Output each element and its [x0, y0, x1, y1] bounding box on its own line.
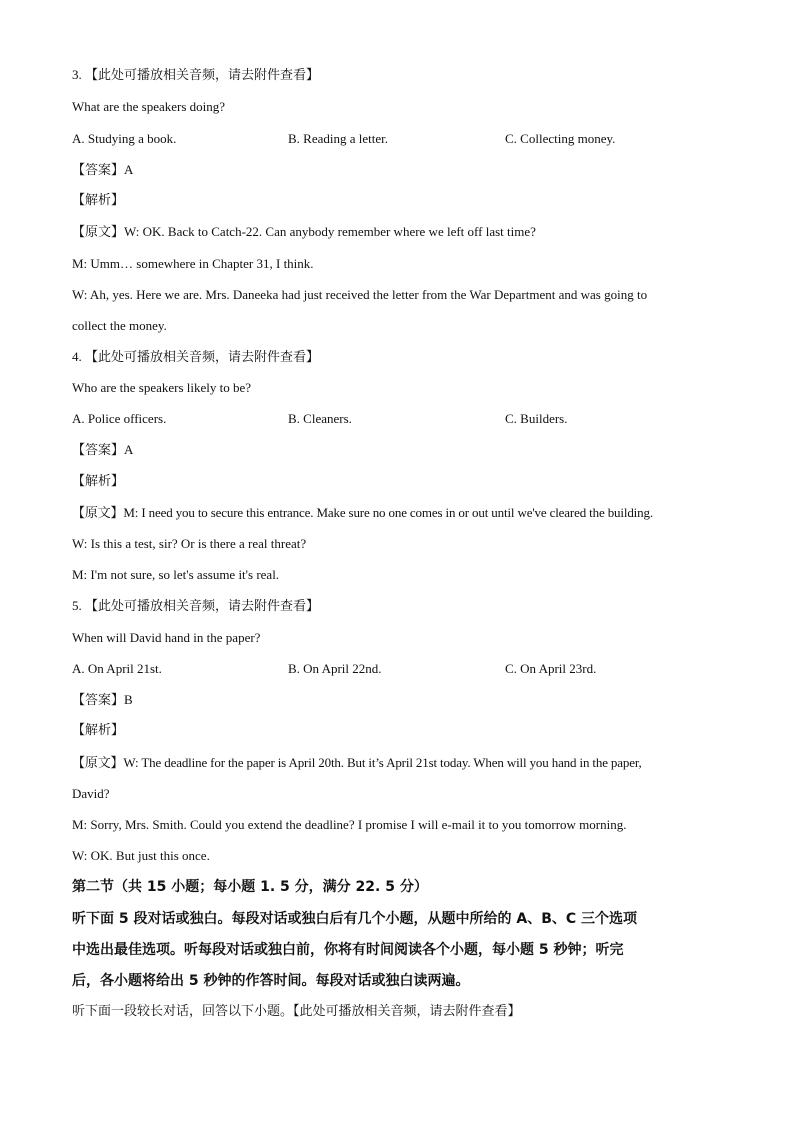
section2-instruction-line: 听下面 5 段对话或独白。每段对话或独白后有几个小题，从题中所给的 A、B、C 三个选项 [72, 911, 638, 927]
q3-question: What are the speakers doing? [72, 99, 226, 114]
q3-option-b: B. Reading a letter. [288, 131, 389, 146]
q3-transcript-line: M: Umm… somewhere in Chapter 31, I think. [72, 256, 314, 271]
q3-number: 3. [72, 67, 82, 82]
q4-question: Who are the speakers likely to be? [72, 380, 252, 395]
q5-analysis-label: 【解析】 [72, 723, 125, 738]
q4-audio-note[interactable]: 【此处可播放相关音频，请去附件查看】 [85, 350, 320, 365]
q4-transcript-line: 【原文】M: I need you to secure this entrance. Make sure no one comes in or out until we've cleared the building. [72, 505, 653, 520]
q4-transcript-line: M: I'm not sure, so let's assume it's real. [72, 567, 280, 582]
section2-title: 第二节（共 15 小题；每小题 1. 5 分，满分 22. 5 分） [72, 879, 428, 895]
q4-option-a: A. Police officers. [72, 411, 167, 426]
section2-instruction-line: 后，各小题将给出 5 秒钟的作答时间。每段对话或独白读两遍。 [72, 973, 470, 989]
q4-number: 4. [72, 349, 82, 364]
q4-option-c: C. Builders. [505, 411, 568, 426]
q3-transcript-line: 【原文】W: OK. Back to Catch-22. Can anybody remember where we left off last time? [72, 224, 536, 239]
q3-answer-label: 【答案】 [72, 163, 125, 178]
q5-answer [72, 692, 133, 709]
q5-answer-value: B [124, 692, 133, 707]
q5-option-c: C. On April 23rd. [505, 661, 597, 676]
q5-transcript-line: 【原文】W: The deadline for the paper is April 20th. But it’s April 21st today. When will you hand in the paper, [72, 755, 642, 770]
q3-header [72, 67, 319, 84]
q5-transcript-line: W: OK. But just this once. [72, 848, 210, 863]
q3-audio-note[interactable]: 【此处可播放相关音频，请去附件查看】 [85, 68, 320, 83]
q5-audio-note[interactable]: 【此处可播放相关音频，请去附件查看】 [85, 599, 320, 614]
q3-analysis-label: 【解析】 [72, 193, 125, 208]
q3-transcript-line: W: Ah, yes. Here we are. Mrs. Daneeka had just received the letter from the War Department and was going to [72, 287, 648, 302]
q3-option-a: A. Studying a book. [72, 131, 177, 146]
section2-instruction-line: 中选出最佳选项。听每段对话或独白前，你将有时间阅读各个小题，每小题 5 秒钟；听完 [72, 942, 624, 958]
q5-transcript-line: David? [72, 786, 110, 801]
q3-answer-value: A [124, 162, 134, 177]
q5-answer-label: 【答案】 [72, 693, 125, 708]
q5-header [72, 598, 319, 615]
q5-question: When will David hand in the paper? [72, 630, 261, 645]
q3-answer [72, 162, 133, 179]
q4-answer-value: A [124, 442, 134, 457]
q4-answer-label: 【答案】 [72, 443, 125, 458]
q4-option-b: B. Cleaners. [288, 411, 352, 426]
q5-number: 5. [72, 598, 82, 613]
q3-transcript-line: collect the money. [72, 318, 167, 333]
q3-option-c: C. Collecting money. [505, 131, 616, 146]
q4-transcript-line: W: Is this a test, sir? Or is there a real threat? [72, 536, 307, 551]
q5-option-b: B. On April 22nd. [288, 661, 382, 676]
q4-analysis-label: 【解析】 [72, 474, 125, 489]
q4-answer [72, 442, 133, 459]
q5-transcript-line: M: Sorry, Mrs. Smith. Could you extend the deadline? I promise I will e-mail it to you tomorrow morning. [72, 817, 627, 832]
section2-lead-in[interactable]: 听下面一段较长对话，回答以下小题。【此处可播放相关音频，请去附件查看】 [72, 1004, 521, 1019]
q5-option-a: A. On April 21st. [72, 661, 162, 676]
q4-header [72, 349, 319, 366]
